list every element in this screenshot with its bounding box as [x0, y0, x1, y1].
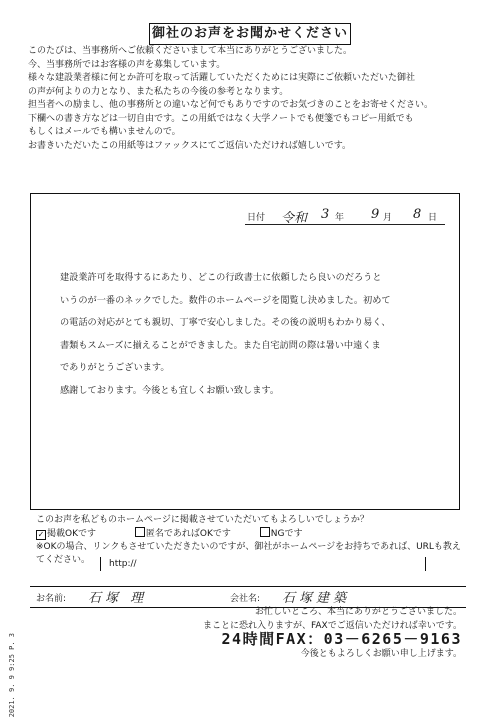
intro-line: 様々な建設業者様に何とか許可を取って活躍していただくためには実際にご依頼いただいた御社 [28, 73, 416, 83]
option-ok[interactable] [36, 529, 99, 539]
intro-line: お書きいただいたこの用紙等はファックスにてご返信いただければ嬉しいです。 [28, 140, 352, 151]
intro-line: 下欄への書き方などは一切自由です。この用紙ではなく大学ノートでも便箋でもコピー用紙でも [28, 113, 414, 124]
date-label: 日付 [247, 213, 266, 223]
date-year: 3 [321, 207, 330, 222]
comment-line: 建設業許可を取得するにあたり、どこの行政書士に依頼したら良いのだろうと [60, 272, 382, 283]
comment-line: でありがとうございます。 [60, 362, 170, 373]
fax-timestamp [8, 633, 26, 717]
form-title: 御社のお声をお聞かせください [149, 23, 351, 45]
comment-line: の電話の対応がとても親切、丁寧で安心しました。その後の説明もわかり易く、 [60, 317, 391, 328]
intro-text [28, 45, 473, 153]
intro-line: の声が何よりの力となり、また私たちの今後の参考となります。 [28, 86, 289, 97]
consent-question: このお声を私どものホームページに掲載させていただいてもよろしいでしょうか？ [36, 515, 369, 525]
date-underline [245, 224, 445, 225]
consent-note-2: てください。 [36, 555, 91, 565]
checkbox-ng-icon[interactable] [260, 527, 270, 537]
name-label: お名前: [36, 594, 67, 604]
option-ng[interactable] [260, 529, 303, 539]
intro-line: このたびは、当事務所へご依頼くださいまして本当にありがとうございました。 [28, 46, 353, 56]
date-day-unit: 日 [428, 213, 438, 223]
comment-line: 感謝しております。今後とも宜しくお願い致します。 [60, 384, 280, 396]
company-label: 会社名: [230, 594, 261, 604]
intro-line: 今、当事務所ではお客様の声を募集しています。 [28, 59, 226, 70]
date-day: 8 [413, 207, 422, 222]
fax-timestamp-text: 2021. 9. 9 9:25 P. 3 [8, 633, 16, 717]
url-field[interactable]: http:// [100, 557, 426, 571]
consent-note: ※OKの場合、リンクもさせていただきたいのですが、御社がホームページをお持ちであれば、URLも教え [36, 542, 461, 552]
option-ok-label: 掲載OKです [47, 529, 96, 539]
name-company-row [30, 586, 470, 606]
fax-note: まことに恐れ入りますが、FAXでご返信いただければ幸いです。 [203, 621, 462, 631]
option-anonymous-label: 匿名であればOKです [145, 529, 231, 539]
date-era: 令和 [281, 211, 308, 226]
intro-line: 担当者への励まし、他の事務所との違いなど何でもありですのでお気づきのことをお寄せください。 [28, 100, 434, 110]
company-value[interactable]: 石塚建築 [282, 591, 351, 606]
comment-text [60, 267, 455, 402]
thanks-text: お忙しいところ、本当にありがとうございました。 [254, 607, 462, 617]
checkbox-ok-checked-icon[interactable]: ✓ [37, 530, 45, 539]
date-year-unit: 年 [335, 213, 345, 223]
consent-options [36, 527, 476, 541]
option-ng-label: NGです [270, 529, 303, 539]
option-anonymous[interactable] [135, 529, 234, 539]
name-value[interactable]: 石塚 理 [88, 591, 148, 606]
comment-line: 書類もスムーズに揃えることができました。また自宅訪問の際は暑い中遠くま [60, 339, 381, 351]
checkbox-anonymous-icon[interactable] [135, 527, 145, 537]
date-month: 9 [371, 207, 380, 222]
fax-number: 24時間FAX：03－6265－9163 [221, 630, 462, 648]
closing-text: 今後ともよろしくお願い申し上げます。 [300, 649, 462, 659]
comment-line: いうのが一番のネックでした。数件のホームページを閲覧し決めました。初めて [60, 294, 391, 306]
intro-line: もしくはメールでも構いませんので。 [28, 127, 181, 137]
date-field [245, 207, 455, 225]
date-month-unit: 月 [383, 213, 393, 223]
